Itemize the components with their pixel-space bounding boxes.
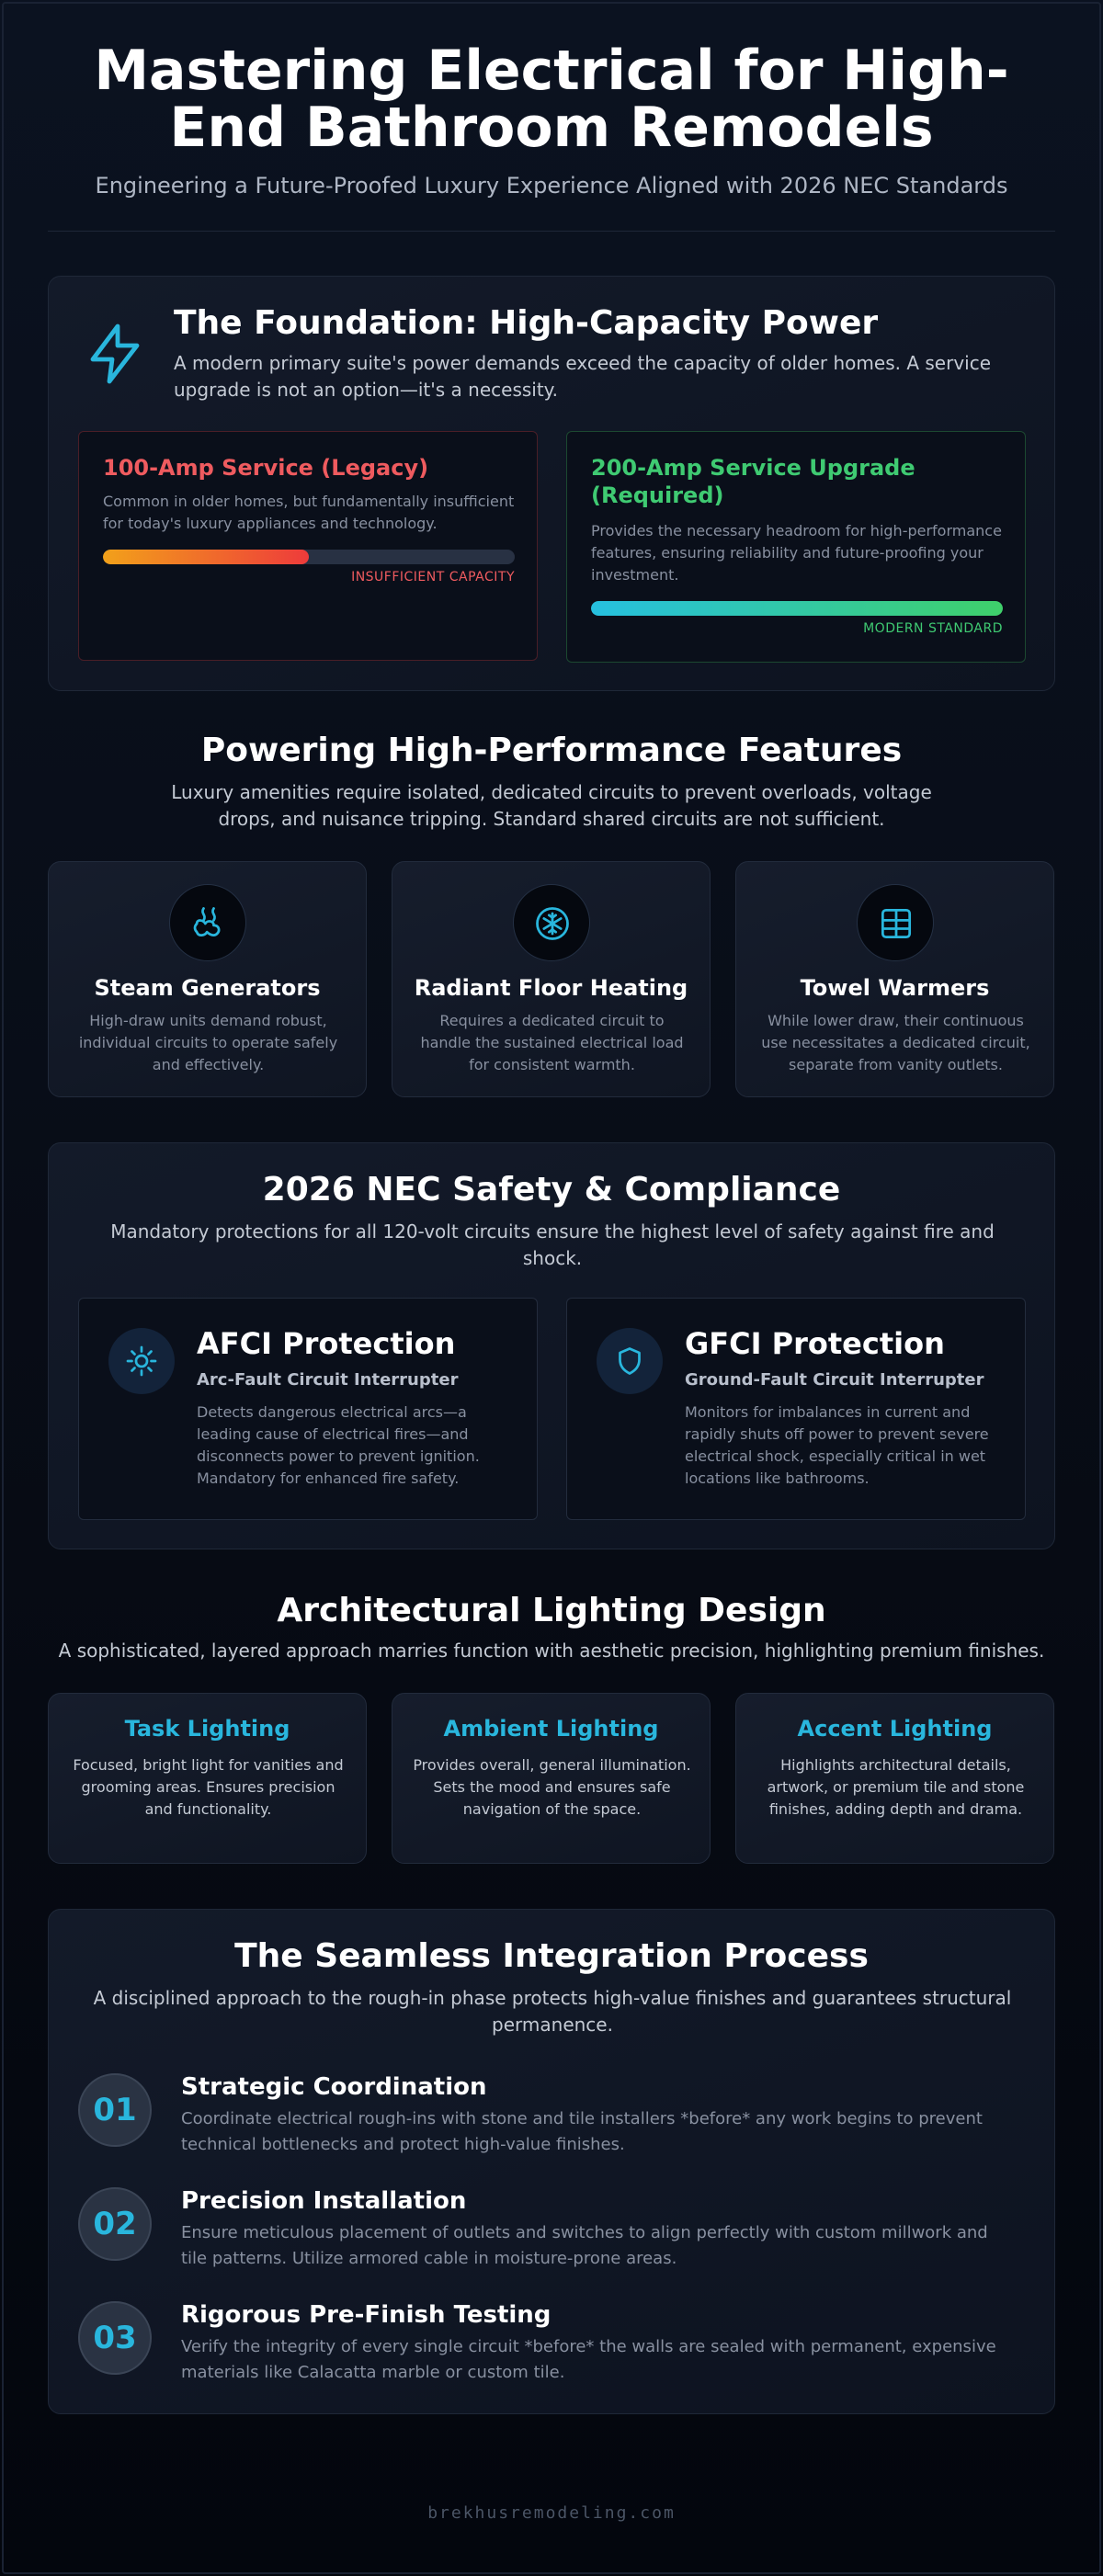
- lighting-card-task: [48, 1693, 367, 1864]
- foundation-section: [48, 276, 1055, 691]
- safety-description: Mandatory protections for all 120-volt circuits ensure the highest level of safety against fire and shock.: [110, 1220, 995, 1269]
- lighting-card-title: Task Lighting: [124, 1716, 290, 1742]
- safety-section: [48, 1142, 1055, 1549]
- header-divider: [48, 231, 1055, 232]
- legacy-service-description: Common in older homes, but fundamentally insufficient for today's luxury appliances and technology.: [103, 493, 515, 532]
- towel-grid-icon-badge: [857, 884, 934, 961]
- step-title: Precision Installation: [181, 2187, 467, 2215]
- legacy-capacity-label: INSUFFICIENT CAPACITY: [351, 570, 515, 584]
- process-step: [78, 2301, 1025, 2384]
- step-description: Verify the integrity of every single circuit *before* the walls are sealed with permanent, expensive materials like Calacatta marble or custom tile.: [181, 2337, 996, 2382]
- lighting-card-title: Accent Lighting: [797, 1716, 993, 1742]
- steam-icon-badge: [169, 884, 246, 961]
- step-number-badge: 01: [78, 2073, 152, 2147]
- feature-description: High-draw units demand robust, individual circuits to operate safely and effectively.: [78, 1012, 338, 1073]
- lighting-card-title: Ambient Lighting: [443, 1716, 659, 1742]
- shield-icon: [613, 1345, 646, 1378]
- process-step: [78, 2187, 1025, 2270]
- snowflake-heat-icon: [532, 903, 573, 944]
- lighting-card-description: Focused, bright light for vanities and grooming areas. Ensures precision and functionality.: [73, 1756, 344, 1818]
- legacy-service-title: 100-Amp Service (Legacy): [103, 455, 429, 481]
- upgrade-service-description: Provides the necessary headroom for high-performance features, ensuring reliability and future-proofing your investment.: [591, 522, 1002, 584]
- upgrade-service-card: [566, 431, 1026, 663]
- feature-card-towel-warmers: [735, 861, 1054, 1097]
- features-title: Powering High-Performance Features: [200, 732, 903, 769]
- process-title: The Seamless Integration Process: [234, 1937, 869, 1975]
- gfci-subtitle: Ground-Fault Circuit Interrupter: [685, 1370, 984, 1390]
- lighting-description: A sophisticated, layered approach marries function with aesthetic precision, highlighting premium finishes.: [58, 1640, 1045, 1662]
- lightning-bolt-icon: [82, 321, 148, 387]
- afci-card: [78, 1298, 538, 1520]
- feature-description: Requires a dedicated circuit to handle the sustained electrical load for consistent warmth.: [420, 1012, 684, 1073]
- foundation-description: A modern primary suite's power demands exceed the capacity of older homes. A service upgrade is not an option—it's a necessity.: [174, 352, 992, 401]
- page-title: Mastering Electrical for High-End Bathroom Remodels: [94, 39, 1009, 160]
- upgrade-capacity-fill: [591, 601, 1003, 616]
- lighting-title: Architectural Lighting Design: [277, 1592, 826, 1629]
- step-description: Coordinate electrical rough-ins with stone and tile installers *before* any work begins to prevent technical bottlenecks and protect high-value finishes.: [181, 2109, 983, 2154]
- upgrade-service-title: 200-Amp Service Upgrade (Required): [591, 455, 915, 508]
- legacy-capacity-bar: [103, 550, 515, 564]
- step-number-badge: 02: [78, 2187, 152, 2261]
- feature-card-steam: [48, 861, 367, 1097]
- process-section: [48, 1909, 1055, 2414]
- afci-description: Detects dangerous electrical arcs—a leading cause of electrical fires—and disconnects power to prevent ignition. Mandatory for enhanced fire safety.: [197, 1403, 480, 1487]
- lighting-card-accent: [735, 1693, 1054, 1864]
- page-subtitle: Engineering a Future-Proofed Luxury Experience Aligned with 2026 NEC Standards: [95, 173, 1008, 199]
- lighting-card-description: Provides overall, general illumination. Sets the mood and ensures safe navigation of the space.: [413, 1756, 691, 1818]
- gfci-description: Monitors for imbalances in current and rapidly shuts off power to prevent severe electrical shock, especially critical in wet locations like bathrooms.: [685, 1403, 989, 1487]
- features-description: Luxury amenities require isolated, dedicated circuits to prevent overloads, voltage drops, and nuisance tripping. Standard shared circuits are not sufficient.: [171, 781, 932, 830]
- foundation-title: The Foundation: High-Capacity Power: [174, 304, 879, 342]
- gfci-card: [566, 1298, 1026, 1520]
- step-title: Rigorous Pre-Finish Testing: [181, 2301, 552, 2329]
- process-step: [78, 2073, 1025, 2156]
- lighting-card-ambient: [392, 1693, 711, 1864]
- feature-description: While lower draw, their continuous use necessitates a dedicated circuit, separate from vanity outlets.: [761, 1012, 1030, 1073]
- upgrade-capacity-label: MODERN STANDARD: [863, 621, 1003, 636]
- legacy-service-card: [78, 431, 538, 661]
- step-number-badge: 03: [78, 2301, 152, 2375]
- afci-subtitle: Arc-Fault Circuit Interrupter: [197, 1370, 459, 1390]
- step-description: Ensure meticulous placement of outlets and switches to align perfectly with custom millwork and tile patterns. Utilize armored cable in moisture-prone areas.: [181, 2223, 988, 2268]
- snowflake-heat-icon-badge: [513, 884, 590, 961]
- steam-icon: [188, 903, 229, 944]
- legacy-capacity-fill: [103, 550, 309, 564]
- step-title: Strategic Coordination: [181, 2073, 487, 2101]
- feature-card-radiant-floor: [392, 861, 711, 1097]
- afci-title: AFCI Protection: [197, 1326, 456, 1361]
- feature-title: Radiant Floor Heating: [414, 975, 688, 1001]
- feature-title: Towel Warmers: [800, 975, 990, 1001]
- feature-title: Steam Generators: [94, 975, 321, 1001]
- gfci-title: GFCI Protection: [685, 1326, 945, 1361]
- gfci-icon-badge: [597, 1328, 663, 1394]
- footer-domain: brekhusremodeling.com: [427, 2503, 676, 2523]
- towel-grid-icon: [876, 903, 916, 944]
- process-description: A disciplined approach to the rough-in phase protects high-value finishes and guarantees structural permanence.: [93, 1987, 1012, 2036]
- safety-title: 2026 NEC Safety & Compliance: [262, 1171, 841, 1209]
- afci-icon-badge: [108, 1328, 175, 1394]
- sun-spark-icon: [125, 1345, 158, 1378]
- upgrade-capacity-bar: [591, 601, 1003, 616]
- lighting-card-description: Highlights architectural details, artwork, or premium tile and stone finishes, adding depth and drama.: [767, 1756, 1025, 1818]
